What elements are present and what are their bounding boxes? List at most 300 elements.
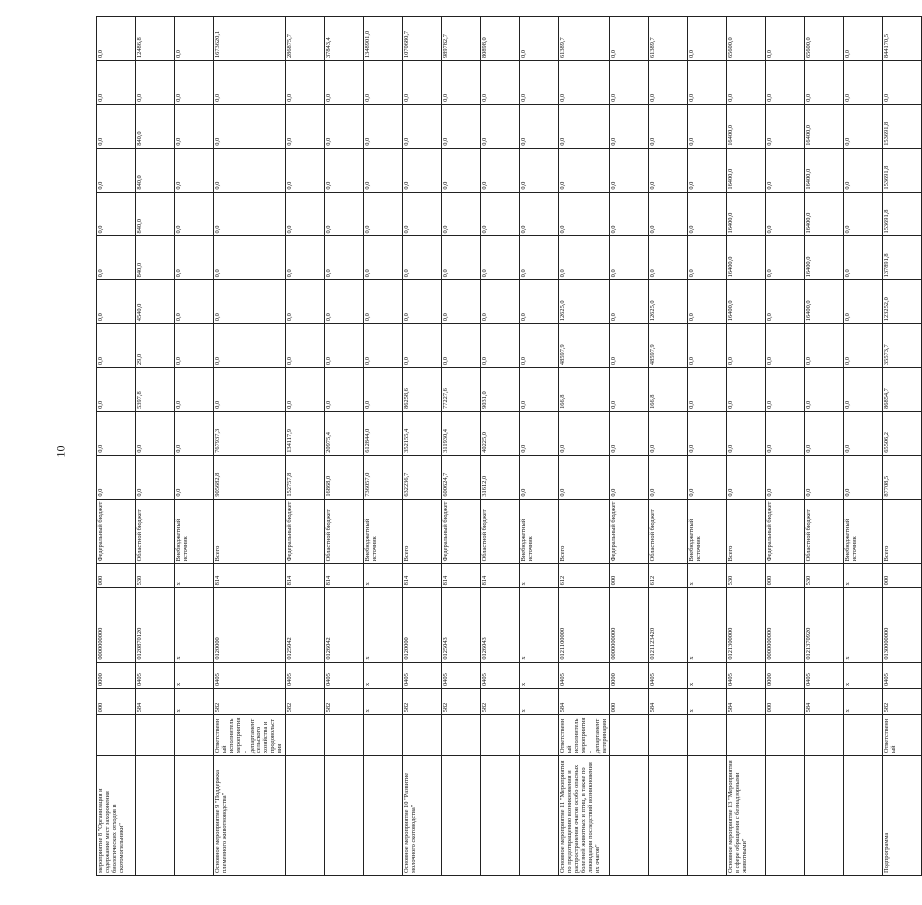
table-cell: [175, 715, 214, 756]
table-cell: 0,0: [520, 236, 559, 280]
table-cell: 0,0: [175, 368, 214, 412]
table-cell: 0,0: [403, 192, 442, 236]
table-cell: 814: [481, 564, 520, 588]
table-cell: х: [844, 564, 883, 588]
table-cell: х: [520, 564, 559, 588]
table-cell: 0405: [481, 662, 520, 688]
table-cell: 0,0: [214, 192, 286, 236]
table-cell: [403, 715, 442, 756]
table-cell: 0,0: [559, 104, 610, 148]
table-cell: 4540,0: [136, 280, 175, 324]
table-cell: Внебюджетный источник: [175, 499, 214, 564]
table-cell: Основное мероприятие 11 "Мероприятия по предотвращению возникновения и распространения очагов особо опасных болезней животных и птиц, в также по ликвидации последствий возникновения их очагов": [559, 756, 610, 876]
table-cell: мероприятие 8 "Организация и содержание мест захоронения биологических отходов в скотомогильники": [97, 756, 136, 876]
table-cell: [136, 756, 175, 876]
table-cell: 0121300000: [727, 588, 766, 662]
table-cell: 0,0: [766, 61, 805, 105]
table-cell: 0125043: [442, 588, 481, 662]
table-cell: 0,0: [844, 280, 883, 324]
table-cell: х: [520, 689, 559, 715]
table-cell: 840,0: [136, 148, 175, 192]
table-cell: 0,0: [175, 192, 214, 236]
table-cell: 153691,8: [883, 148, 922, 192]
table-cell: 0,0: [520, 192, 559, 236]
table-cell: 0,0: [97, 61, 136, 105]
table-cell: 0,0: [364, 61, 403, 105]
table-cell: Федеральный бюджет: [610, 499, 649, 564]
table-cell: Областной бюджет: [805, 499, 844, 564]
table-cell: 612844,0: [364, 411, 403, 455]
table-cell: 0,0: [610, 280, 649, 324]
table-cell: 16400,0: [727, 192, 766, 236]
table-cell: 0,0: [766, 148, 805, 192]
table-row: [481, 17, 520, 876]
table-cell: 0,0: [844, 368, 883, 412]
table-cell: 0,0: [844, 148, 883, 192]
table-cell: х: [844, 588, 883, 662]
table-cell: 0126042: [325, 588, 364, 662]
table-cell: 0,0: [442, 104, 481, 148]
table-cell: Основное мероприятие 13 "Мероприятия в сфере обращения с безнадзорными животными": [727, 756, 766, 876]
table-cell: х: [175, 564, 214, 588]
table-row: [175, 17, 214, 876]
table-cell: 0,0: [175, 17, 214, 61]
table-cell: 840,0: [136, 236, 175, 280]
table-cell: 153691,8: [883, 192, 922, 236]
table-cell: 582: [214, 689, 286, 715]
table-cell: Внебюджетный источник: [844, 499, 883, 564]
table-cell: 0,0: [610, 17, 649, 61]
table-cell: 1673620,1: [214, 17, 286, 61]
table-cell: Всего: [214, 499, 286, 564]
table-cell: 736057,0: [364, 455, 403, 499]
table-cell: 0,0: [688, 324, 727, 368]
table-cell: 16400,0: [727, 236, 766, 280]
table-cell: 612: [649, 564, 688, 588]
table-cell: [844, 715, 883, 756]
table-cell: Всего: [883, 499, 922, 564]
table-cell: 0,0: [442, 192, 481, 236]
table-cell: 65600,0: [727, 17, 766, 61]
table-cell: 0,0: [214, 61, 286, 105]
table-cell: 0,0: [364, 324, 403, 368]
table-cell: [286, 756, 325, 876]
table-cell: 0,0: [688, 411, 727, 455]
table-cell: 0,0: [766, 104, 805, 148]
table-cell: 0,0: [481, 280, 520, 324]
table-cell: 16400,0: [805, 104, 844, 148]
table-cell: 12486,8: [136, 17, 175, 61]
table-cell: 0,0: [325, 236, 364, 280]
table-row: [97, 17, 136, 876]
table-cell: 0405: [442, 662, 481, 688]
table-cell: 0,0: [403, 236, 442, 280]
table-cell: 000: [97, 564, 136, 588]
table-cell: 0,0: [442, 324, 481, 368]
table-cell: Ответственный: [883, 715, 922, 756]
table-cell: 0,0: [286, 324, 325, 368]
table-cell: 134117,9: [286, 411, 325, 455]
table-cell: 582: [442, 689, 481, 715]
table-cell: 0,0: [766, 17, 805, 61]
table-cell: 0,0: [325, 324, 364, 368]
table-cell: 0120870120: [136, 588, 175, 662]
table-cell: х: [175, 662, 214, 688]
table-cell: Основное мероприятие 9 "Поддержка племенного животноводства": [214, 756, 286, 876]
table-cell: 0,0: [688, 192, 727, 236]
table-cell: 000: [610, 564, 649, 588]
table-cell: 584: [559, 689, 610, 715]
table-cell: 530: [136, 564, 175, 588]
table-cell: [688, 756, 727, 876]
table-cell: 0,0: [364, 104, 403, 148]
table-cell: 12625,0: [559, 280, 610, 324]
table-cell: 584: [649, 689, 688, 715]
table-cell: 0,0: [649, 192, 688, 236]
table-row: [364, 17, 403, 876]
table-cell: [649, 715, 688, 756]
table-cell: 0,0: [559, 411, 610, 455]
table-cell: 0,0: [610, 236, 649, 280]
table-cell: [364, 756, 403, 876]
table-cell: 0405: [727, 662, 766, 688]
table-cell: 0,0: [844, 455, 883, 499]
table-cell: 0,0: [286, 61, 325, 105]
table-cell: [481, 715, 520, 756]
table-cell: 61389,7: [559, 17, 610, 61]
table-cell: х: [364, 588, 403, 662]
table-cell: 0,0: [136, 61, 175, 105]
table-cell: 0,0: [325, 104, 364, 148]
table-cell: х: [688, 588, 727, 662]
table-cell: 0,0: [286, 368, 325, 412]
table-cell: 814: [403, 564, 442, 588]
table-cell: 0,0: [97, 192, 136, 236]
table-cell: Федеральный бюджет: [286, 499, 325, 564]
table-cell: 0,0: [325, 148, 364, 192]
table-cell: 584: [136, 689, 175, 715]
table-cell: 0,0: [520, 17, 559, 61]
table-cell: [442, 715, 481, 756]
table-cell: 767937,3: [214, 411, 286, 455]
table-cell: 0,0: [688, 455, 727, 499]
table-cell: 0405: [403, 662, 442, 688]
table-cell: 0,0: [844, 411, 883, 455]
table-cell: Ответственный исполнитель мероприятия - департамент сельского хозяйства и продовольствия: [214, 715, 286, 756]
table-cell: 16400,0: [727, 148, 766, 192]
table-cell: 0,0: [175, 61, 214, 105]
table-cell: 0,0: [844, 192, 883, 236]
table-cell: 0,0: [364, 368, 403, 412]
table-cell: 0,0: [286, 236, 325, 280]
table-cell: Федеральный бюджет: [766, 499, 805, 564]
table-cell: 0,0: [844, 104, 883, 148]
table-cell: 0,0: [727, 411, 766, 455]
table-cell: х: [520, 588, 559, 662]
table-cell: Подпрограмма: [883, 756, 922, 876]
table-cell: Основное мероприятие 10 "Развитие молочного скотоводства": [403, 756, 442, 876]
table-cell: 0,0: [520, 61, 559, 105]
table-cell: 31612,0: [481, 455, 520, 499]
table-cell: 0,0: [442, 61, 481, 105]
table-cell: 0,0: [727, 368, 766, 412]
table-cell: 0126043: [481, 588, 520, 662]
table-cell: 9031,0: [481, 368, 520, 412]
table-cell: 86854,7: [883, 368, 922, 412]
table-cell: 0,0: [175, 411, 214, 455]
table-cell: 0,0: [286, 104, 325, 148]
table-cell: 0,0: [559, 148, 610, 192]
table-cell: 582: [403, 689, 442, 715]
table-cell: 0,0: [610, 455, 649, 499]
table-cell: Внебюджетный источник: [364, 499, 403, 564]
table-cell: 0120000: [214, 588, 286, 662]
table-body: [97, 17, 922, 876]
table-cell: 16400,0: [805, 192, 844, 236]
table-cell: 0121123420: [649, 588, 688, 662]
table-cell: 35573,7: [883, 324, 922, 368]
table-cell: Областной бюджет: [649, 499, 688, 564]
table-row: [136, 17, 175, 876]
table-cell: [610, 715, 649, 756]
table-cell: [325, 756, 364, 876]
table-cell: [520, 715, 559, 756]
table-cell: 0,0: [97, 368, 136, 412]
table-cell: 40225,0: [481, 411, 520, 455]
table-cell: 29,0: [136, 324, 175, 368]
table-cell: 37843,4: [325, 17, 364, 61]
table-cell: 0,0: [649, 61, 688, 105]
table-cell: 0,0: [214, 368, 286, 412]
table-row: [442, 17, 481, 876]
table-row: [214, 17, 286, 876]
table-cell: 632236,7: [403, 455, 442, 499]
table-cell: 0125042: [286, 588, 325, 662]
table-cell: 0,0: [688, 61, 727, 105]
table-cell: 0,0: [442, 148, 481, 192]
table-cell: 87708,5: [883, 455, 922, 499]
table-cell: [727, 715, 766, 756]
table-row: [610, 17, 649, 876]
table-row: [520, 17, 559, 876]
table-cell: 0,0: [481, 236, 520, 280]
table-cell: х: [844, 662, 883, 688]
table-cell: 0,0: [481, 192, 520, 236]
table-cell: 0,0: [805, 411, 844, 455]
table-cell: 0,0: [805, 368, 844, 412]
table-cell: 0405: [559, 662, 610, 688]
table-cell: 0,0: [805, 455, 844, 499]
table-cell: 153691,8: [883, 104, 922, 148]
table-cell: 137891,8: [883, 236, 922, 280]
table-cell: 0,0: [442, 236, 481, 280]
table-cell: 0,0: [520, 148, 559, 192]
table-cell: 0,0: [766, 368, 805, 412]
table-cell: Областной бюджет: [325, 499, 364, 564]
table-cell: 0,0: [520, 324, 559, 368]
budget-table: [96, 16, 922, 876]
table-cell: Всего: [559, 499, 610, 564]
table-cell: 352155,4: [403, 411, 442, 455]
table-cell: х: [364, 662, 403, 688]
table-cell: 65506,2: [883, 411, 922, 455]
table-cell: 0,0: [175, 324, 214, 368]
table-cell: 12625,0: [649, 280, 688, 324]
page-number: 10: [53, 445, 68, 458]
table-cell: 0,0: [325, 280, 364, 324]
table-cell: 16400,0: [805, 148, 844, 192]
table-cell: 582: [286, 689, 325, 715]
table-cell: 0,0: [175, 280, 214, 324]
table-row: [766, 17, 805, 876]
table-cell: 1348901,0: [364, 17, 403, 61]
table-cell: 000: [766, 564, 805, 588]
table-cell: 0,0: [649, 236, 688, 280]
table-cell: 814: [286, 564, 325, 588]
table-cell: 0,0: [520, 280, 559, 324]
table-cell: [766, 756, 805, 876]
table-cell: 0,0: [610, 324, 649, 368]
table-cell: 0,0: [403, 148, 442, 192]
table-cell: 166,8: [559, 368, 610, 412]
table-cell: х: [364, 689, 403, 715]
table-cell: 0405: [286, 662, 325, 688]
table-cell: 0,0: [844, 236, 883, 280]
table-cell: 0,0: [97, 411, 136, 455]
table-cell: 0,0: [766, 280, 805, 324]
table-cell: 0,0: [844, 324, 883, 368]
table-cell: [442, 756, 481, 876]
table-cell: х: [688, 689, 727, 715]
table-cell: 0,0: [97, 17, 136, 61]
table-cell: 0,0: [559, 455, 610, 499]
table-cell: 0,0: [403, 104, 442, 148]
table-cell: 0,0: [481, 324, 520, 368]
table-cell: 0,0: [175, 455, 214, 499]
table-cell: 0,0: [844, 61, 883, 105]
table-cell: 0,0: [325, 368, 364, 412]
table-cell: [364, 715, 403, 756]
table-cell: 80898,0: [481, 17, 520, 61]
table-cell: 0,0: [688, 17, 727, 61]
table-cell: 1070680,7: [403, 17, 442, 61]
table-cell: Ответственный исполнитель мероприятия - департамент ветеринарии: [559, 715, 610, 756]
table-cell: 0,0: [214, 324, 286, 368]
table-cell: 0,0: [286, 280, 325, 324]
table-cell: 0,0: [649, 148, 688, 192]
table-cell: 0,0: [442, 280, 481, 324]
table-row: [286, 17, 325, 876]
table-cell: 123252,0: [883, 280, 922, 324]
table-cell: [286, 715, 325, 756]
table-cell: 814: [325, 564, 364, 588]
table-cell: 814: [442, 564, 481, 588]
table-cell: 0,0: [610, 192, 649, 236]
table-cell: 0,0: [97, 324, 136, 368]
table-cell: 0,0: [766, 236, 805, 280]
table-cell: 0120000: [403, 588, 442, 662]
table-cell: 840,0: [136, 104, 175, 148]
table-cell: 0405: [805, 662, 844, 688]
table-cell: 16400,0: [805, 280, 844, 324]
table-cell: 0121370920: [805, 588, 844, 662]
table-cell: 0,0: [364, 148, 403, 192]
table-cell: 0000: [97, 662, 136, 688]
table-cell: 0,0: [688, 148, 727, 192]
table-cell: 0,0: [97, 280, 136, 324]
table-cell: Всего: [727, 499, 766, 564]
table-cell: х: [688, 662, 727, 688]
table-cell: 0,0: [214, 280, 286, 324]
table-cell: 0,0: [481, 61, 520, 105]
table-cell: 65600,0: [805, 17, 844, 61]
table-cell: 0,0: [649, 411, 688, 455]
table-cell: 16400,0: [805, 236, 844, 280]
table-cell: Внебюджетный источник: [520, 499, 559, 564]
table-cell: 0,0: [805, 61, 844, 105]
table-cell: 0,0: [403, 324, 442, 368]
table-row: [559, 17, 610, 876]
rotated-table-container: [96, 16, 898, 876]
table-cell: 0,0: [286, 148, 325, 192]
table-cell: 000: [610, 689, 649, 715]
table-cell: [844, 756, 883, 876]
table-cell: 77227,6: [442, 368, 481, 412]
table-cell: [520, 756, 559, 876]
table-cell: 0,0: [403, 61, 442, 105]
table-cell: 0,0: [805, 324, 844, 368]
table-cell: 48597,9: [559, 324, 610, 368]
table-cell: 16400,0: [727, 280, 766, 324]
table-cell: 0,0: [325, 61, 364, 105]
table-cell: [805, 756, 844, 876]
table-cell: 311930,4: [442, 411, 481, 455]
table-cell: 0,0: [649, 455, 688, 499]
table-cell: [481, 756, 520, 876]
table-cell: х: [175, 588, 214, 662]
table-cell: 48597,9: [649, 324, 688, 368]
table-cell: 5397,8: [136, 368, 175, 412]
table-cell: [649, 756, 688, 876]
table-cell: 0,0: [481, 148, 520, 192]
table-cell: 0,0: [97, 455, 136, 499]
table-cell: [97, 715, 136, 756]
table-cell: 000: [97, 689, 136, 715]
table-cell: 0405: [325, 662, 364, 688]
table-row: [883, 17, 922, 876]
table-cell: 0,0: [766, 192, 805, 236]
table-cell: 0,0: [883, 61, 922, 105]
table-cell: 0405: [649, 662, 688, 688]
table-cell: 0,0: [136, 455, 175, 499]
table-row: [844, 17, 883, 876]
table-row: [805, 17, 844, 876]
table-row: [325, 17, 364, 876]
table-cell: 61389,7: [649, 17, 688, 61]
table-cell: х: [520, 662, 559, 688]
table-cell: 612: [559, 564, 610, 588]
table-cell: 286875,7: [286, 17, 325, 61]
table-cell: 16400,0: [727, 104, 766, 148]
table-cell: 0,0: [688, 280, 727, 324]
table-cell: [805, 715, 844, 756]
table-cell: 0,0: [520, 104, 559, 148]
table-cell: [610, 756, 649, 876]
table-cell: [175, 756, 214, 876]
table-cell: Всего: [403, 499, 442, 564]
table-cell: 905682,8: [214, 455, 286, 499]
table-cell: 0000000000: [610, 588, 649, 662]
